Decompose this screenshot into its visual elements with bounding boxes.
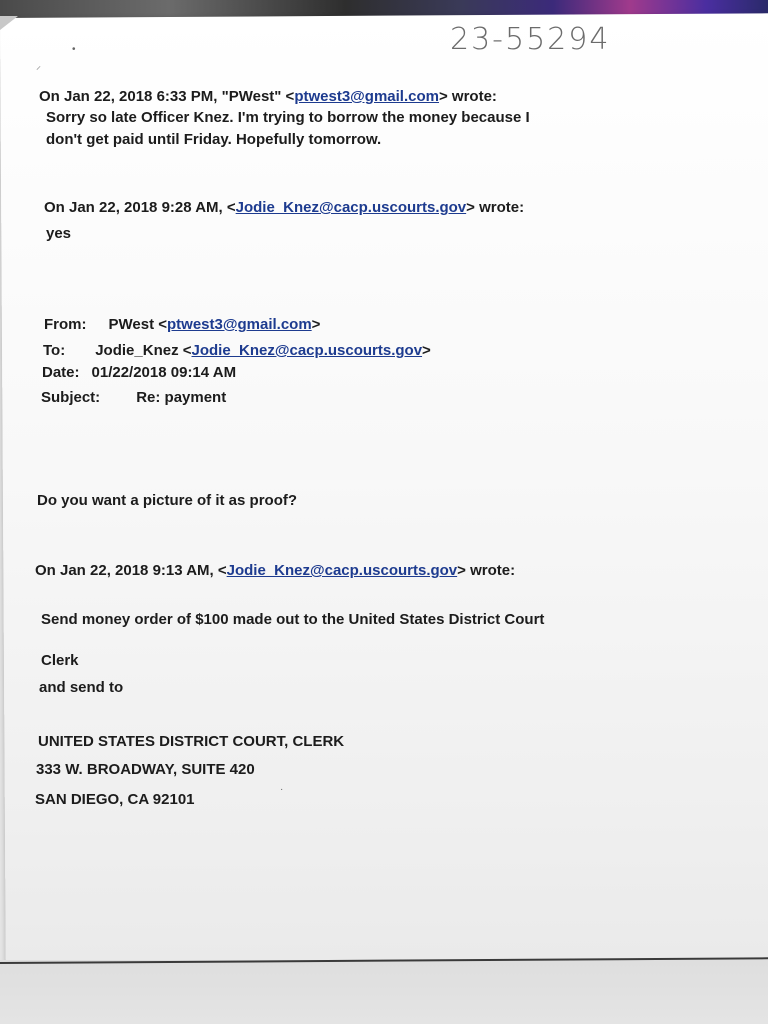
date-label: Date: (42, 364, 80, 381)
email-link[interactable]: Jodie_Knez@cacp.uscourts.gov (235, 199, 467, 216)
stray-mark: · (280, 784, 284, 795)
message-1-header: On Jan 22, 2018 6:33 PM, "PWest" <ptwest3@gmail.com> wrote: (39, 88, 497, 105)
subject-value: Re: payment (136, 389, 227, 406)
from-row: From: PWest <ptwest3@gmail.com> (44, 316, 321, 333)
message-2-body: yes (46, 225, 72, 242)
stray-mark: • (72, 44, 76, 55)
subject-row (41, 389, 226, 406)
page-corner-fold (0, 16, 18, 30)
message-4-body-line: Send money order of $100 made out to the United States District Court (41, 611, 545, 628)
from-label: From: (44, 316, 87, 333)
message-1-body-line: Sorry so late Officer Knez. I'm trying to borrow the money because I (46, 109, 530, 126)
email-link[interactable]: ptwest3@gmail.com (167, 316, 312, 333)
document-page (0, 13, 768, 1024)
table-surface (0, 960, 768, 1024)
subject-label: Subject: (41, 389, 101, 406)
email-link[interactable]: ptwest3@gmail.com (294, 88, 439, 105)
message-3-body: Do you want a picture of it as proof? (37, 492, 298, 509)
email-link[interactable]: Jodie_Knez@cacp.uscourts.gov (191, 342, 423, 359)
to-label: To: (43, 342, 66, 359)
message-1-body-line: don't get paid until Friday. Hopefully tomorrow. (46, 131, 382, 148)
address-line: SAN DIEGO, CA 92101 (35, 791, 195, 808)
address-line: 333 W. BROADWAY, SUITE 420 (36, 761, 255, 778)
date-value: 01/22/2018 09:14 AM (91, 364, 237, 381)
message-2-header: On Jan 22, 2018 9:28 AM, <Jodie_Knez@cacp.uscourts.gov> wrote: (44, 199, 525, 216)
date-row (42, 364, 236, 381)
message-4-body-line: Clerk (41, 652, 79, 669)
email-link[interactable]: Jodie_Knez@cacp.uscourts.gov (226, 562, 458, 579)
message-4-body-line: and send to (39, 679, 124, 696)
to-row: To: Jodie_Knez <Jodie_Knez@cacp.uscourts.gov> (43, 342, 431, 359)
stray-mark: ⸝ (36, 61, 41, 72)
handwritten-case-number: 23-55294 (450, 22, 611, 57)
address-line: UNITED STATES DISTRICT COURT, CLERK (38, 733, 345, 750)
message-4-header: On Jan 22, 2018 9:13 AM, <Jodie_Knez@cacp.uscourts.gov> wrote: (35, 562, 516, 579)
